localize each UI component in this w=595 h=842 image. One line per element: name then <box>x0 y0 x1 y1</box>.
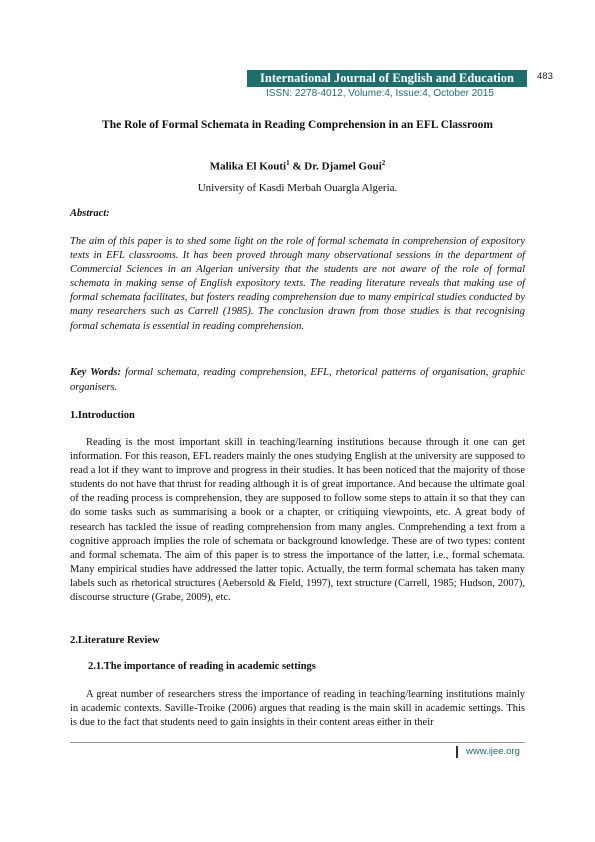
author-2: Dr. Djamel Goui <box>304 160 382 173</box>
keywords <box>70 366 525 395</box>
journal-title: International Journal of English and Education <box>247 70 527 87</box>
author-2-affiliation-mark: 2 <box>381 159 386 167</box>
page-number: 483 <box>537 71 553 82</box>
author-1: Malika El Kouti <box>209 160 287 173</box>
literature-review-heading: 2.Literature Review <box>70 635 160 646</box>
author-separator: & <box>289 160 305 173</box>
subsection-heading: 2.1.The importance of reading in academic settings <box>88 661 316 672</box>
article-authors <box>70 159 525 173</box>
footer-url[interactable]: www.ijee.org <box>466 746 520 757</box>
footer-divider <box>70 742 525 743</box>
subsection-body: A great number of researchers stress the importance of reading in teaching/learning institutions mainly in academic contexts. Saville-Troike (2006) argues that reading is the main skill in academic settings. This is due to the fact that students need to gain insights in their content areas either in their <box>70 689 525 729</box>
abstract-body: The aim of this paper is to shed some light on the role of formal schemata in comprehension of expository texts in EFL classrooms. It has been proved through many observational sessions in the department of Commercial Sciences in an Algerian university that the students are not aware of the role of formal schemata in making sense of English expository texts. The reading literature reveals that making use of formal schemata facilitates, but fosters reading comprehension due to many empirical studies conducted by many researchers such as Carrell (1985). The conclusion drawn from those studies is that recognising formal schemata is essential in reading comprehension. <box>70 236 525 332</box>
author-1-affiliation-mark: 1 <box>286 159 290 167</box>
affiliation: University of Kasdi Merbah Ouargla Algeria. <box>197 182 398 194</box>
keywords-text: formal schemata, reading comprehension, EFL, rhetorical patterns of organisation, graphic organisers. <box>70 367 525 393</box>
article-title: The Role of Formal Schemata in Reading Comprehension in an EFL Classroom <box>102 119 493 131</box>
keywords-label: Key Words: <box>70 367 121 378</box>
introduction-heading: 1.Introduction <box>70 410 135 421</box>
introduction-body: Reading is the most important skill in teaching/learning institutions because through it one can get information. For this reason, EFL readers mainly the ones studying English at the university are supposed to read a lot if they want to improve and progress in their studies. It has been noticed that the majority of those students do not have that thrust for reading although it is of great importance. And because the ultimate goal of the reading process is comprehension, they are supposed to follow some steps to attain it so that they can do some tasks such as summarising a book or a chapter, or critiquing viewpoints, etc. A great body of research has tackled the issue of reading comprehension from many angles. Comprehending a text from a cognitive approach implies the role of schemata or background knowledge. These are of two types: content and formal schemata. The aim of this paper is to stress the importance of the latter, i.e., formal schemata. Many empirical studies have addressed the latter topic. Actually, the term formal schemata has taken many labels such as rhetorical structures (Aebersold & Field, 1997), text structure (Carrell, 1985; Hudson, 2007), discourse structure (Grabe, 2009), etc. <box>70 437 525 604</box>
abstract-heading: Abstract: <box>70 208 110 219</box>
issn-line: ISSN: 2278-4012, Volume:4, Issue:4, October 2015 <box>266 88 494 99</box>
footer-separator-bar <box>456 746 458 758</box>
